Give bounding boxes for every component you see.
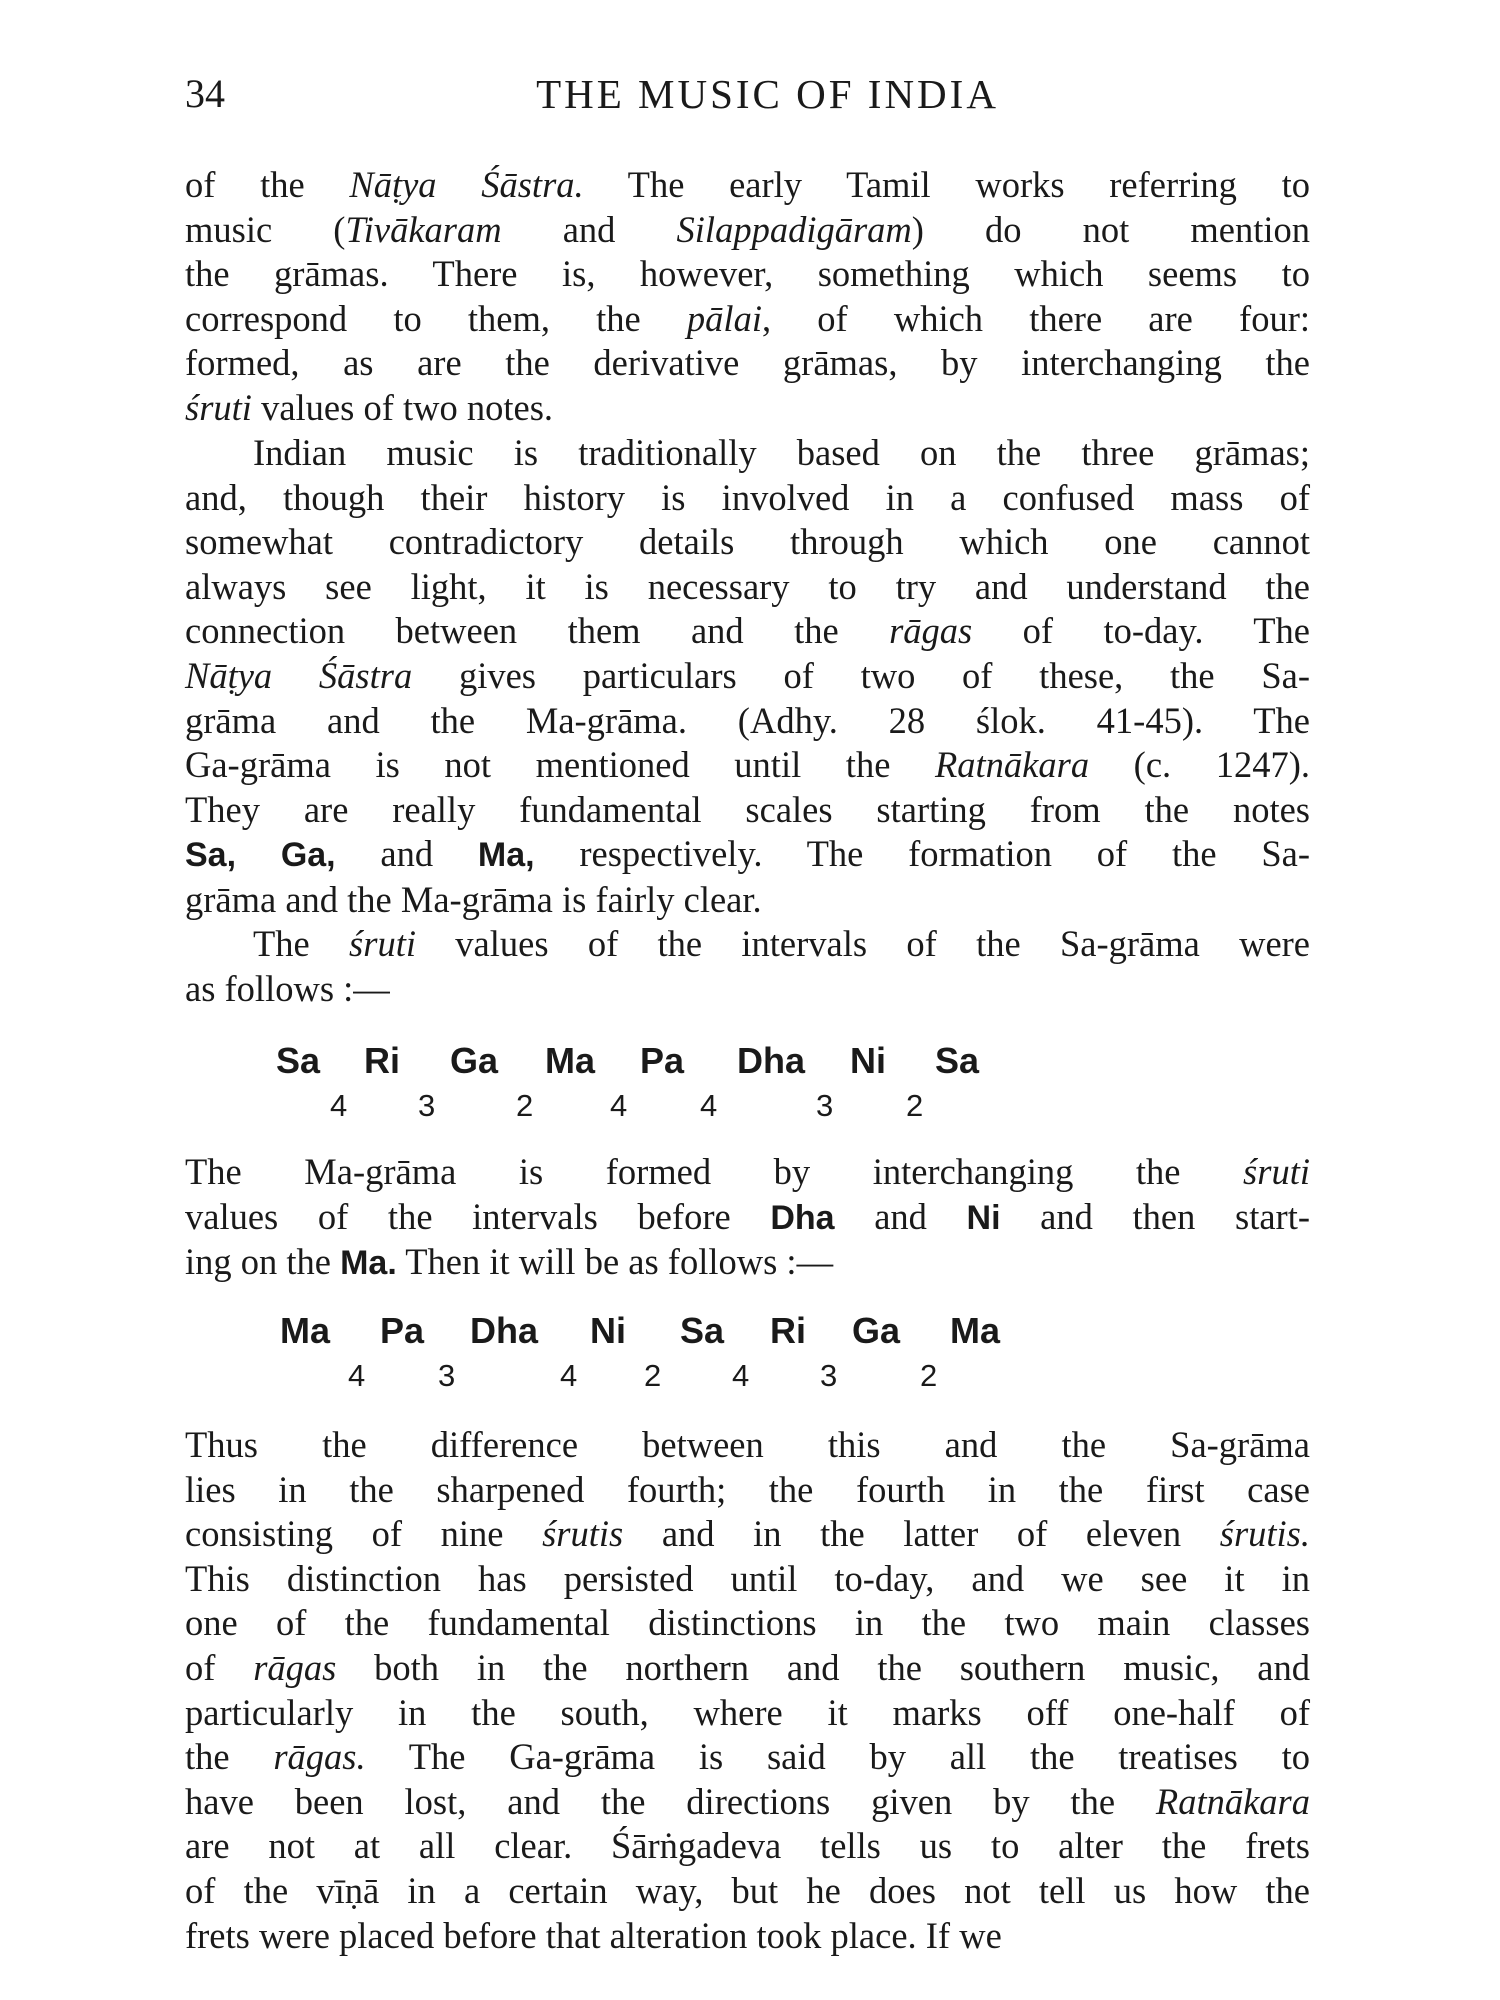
text-run: The <box>253 923 350 964</box>
text-line <box>185 832 1310 878</box>
text-line <box>185 208 1310 253</box>
text-line <box>185 609 1310 654</box>
text-line <box>185 1423 1310 1468</box>
text-run: The early Tamil works referring to <box>583 164 1310 205</box>
scale-note: Ga <box>450 1040 499 1081</box>
text-line <box>185 967 1310 1012</box>
text-line <box>185 878 1310 923</box>
text-run: Then it will be as follows :— <box>396 1241 834 1283</box>
text-run: lies in the sharpened fourth; the fourth in the first case <box>185 1468 1310 1510</box>
scale-note: Ma <box>545 1040 596 1081</box>
text-line <box>185 1914 1310 1959</box>
sruti-interval: 4 <box>610 1088 628 1123</box>
text-run: The Ma-grāma is formed by interchanging the <box>185 1151 1244 1192</box>
text-line <box>185 1824 1310 1869</box>
text-run: and in the latter of eleven <box>623 1513 1220 1555</box>
scale-note: Dha <box>470 1310 539 1351</box>
sruti-interval: 2 <box>644 1358 662 1393</box>
text-line <box>185 1735 1310 1780</box>
scale-note: Sa <box>680 1310 725 1351</box>
text-run: correspond to them, the <box>185 297 687 339</box>
text-run: and <box>834 1195 967 1237</box>
italic-term: śruti <box>185 386 252 428</box>
text-run: consisting of nine <box>185 1513 543 1555</box>
note-name: Ma. <box>340 1244 397 1283</box>
text-line <box>185 297 1310 342</box>
sruti-interval: 3 <box>418 1088 436 1123</box>
scale-note: Sa <box>276 1040 321 1081</box>
text-run: Thus the difference between this and the Sa-grāma <box>185 1424 1310 1465</box>
text-run: , of which there are four: <box>761 297 1310 339</box>
text-run: of the vīṇā in a certain way, but he does not tell us how the <box>185 1869 1310 1911</box>
text-line <box>185 163 1310 208</box>
italic-term: śrutis. <box>1219 1513 1311 1555</box>
text-run: The Ga-grāma is said by all the treatises to <box>365 1736 1310 1778</box>
scale-note: Pa <box>380 1310 425 1351</box>
paragraph-5 <box>185 1423 1310 1958</box>
text-run: of the <box>185 164 350 205</box>
text-line <box>185 922 1310 967</box>
text-line <box>185 654 1310 699</box>
italic-term: śrutis <box>542 1513 624 1555</box>
text-run: This distinction has persisted until to-day, and we see it in <box>185 1557 1310 1599</box>
sruti-interval: 2 <box>516 1088 534 1123</box>
italic-term: Nāṭya Śāstra <box>185 654 413 696</box>
sa-grama-scale <box>0 1040 1500 1130</box>
paragraph-4 <box>185 1150 1310 1286</box>
text-run: Indian music is traditionally based on the three grāmas; <box>253 432 1310 473</box>
paragraph-text <box>185 431 1310 923</box>
text-run: grāma and the Ma-grāma is fairly clear. <box>185 878 762 920</box>
scale-note: Ri <box>770 1310 806 1351</box>
note-name: Ga, <box>280 836 336 875</box>
text-line <box>185 565 1310 610</box>
text-run: have been lost, and the directions given by the <box>185 1780 1156 1822</box>
text-line <box>185 1557 1310 1602</box>
text-line <box>185 699 1310 744</box>
text-line <box>185 1468 1310 1513</box>
scale-note: Ri <box>364 1040 400 1081</box>
italic-term: śruti <box>1243 1151 1310 1192</box>
text-run: as follows :— <box>185 967 390 1009</box>
italic-term: rāgas <box>889 610 973 652</box>
scale-note: Ni <box>850 1040 886 1081</box>
text-run: formed, as are the derivative grāmas, by interchanging the <box>185 342 1310 384</box>
sruti-interval: 4 <box>560 1358 578 1393</box>
text-run: values of the intervals of the Sa-grāma were <box>416 923 1311 964</box>
text-run: (c. 1247). <box>1089 744 1311 786</box>
italic-term: Nāṭya Śāstra. <box>349 164 584 205</box>
sruti-interval: 2 <box>920 1358 938 1393</box>
text-line <box>185 1240 1310 1286</box>
text-run: particularly in the south, where it marks off one-half of <box>185 1691 1310 1733</box>
text-line <box>185 252 1310 297</box>
text-run: always see light, it is necessary to try and understand the <box>185 565 1310 607</box>
sruti-interval: 3 <box>816 1088 834 1123</box>
text-line <box>185 1646 1310 1691</box>
text-run: music ( <box>185 208 346 250</box>
text-line <box>185 1780 1310 1825</box>
text-line <box>185 1150 1310 1195</box>
text-line <box>185 1869 1310 1914</box>
text-run: ing on the <box>185 1241 341 1283</box>
text-run: are not at all clear. Śārṅgadeva tells us to alter the frets <box>185 1825 1310 1867</box>
text-run: and then start- <box>1000 1195 1310 1237</box>
scale-note: Ga <box>852 1310 901 1351</box>
sruti-interval: 2 <box>906 1088 924 1123</box>
paragraph-2 <box>185 431 1310 923</box>
text-line <box>185 386 1310 431</box>
scale-note: Sa <box>935 1040 980 1081</box>
italic-term: Ratnākara <box>934 744 1090 786</box>
text-run: gives particulars of two of these, the Sa- <box>412 654 1310 696</box>
scale-note: Ma <box>280 1310 331 1351</box>
italic-term: rāgas. <box>273 1736 366 1778</box>
italic-term: Tivākaram <box>345 208 502 250</box>
ma-grama-scale <box>0 1310 1500 1400</box>
sruti-interval: 4 <box>700 1088 718 1123</box>
text-run: frets were placed before that alteration took place. If we <box>185 1914 1002 1956</box>
paragraph-text <box>185 922 1310 1011</box>
text-run: values of the intervals before <box>185 1195 771 1237</box>
text-run: the <box>185 1736 274 1778</box>
running-title: THE MUSIC OF INDIA <box>536 71 999 117</box>
text-line <box>185 476 1310 521</box>
italic-term: pālai <box>686 297 762 339</box>
text-run: one of the fundamental distinctions in the two main classes <box>185 1602 1310 1644</box>
text-run: respectively. The formation of the Sa- <box>534 833 1311 875</box>
text-line <box>185 520 1310 565</box>
note-name: Ni <box>966 1198 1001 1237</box>
note-name: Ma, <box>477 836 535 875</box>
text-run: and <box>335 833 478 875</box>
text-line <box>185 1512 1310 1557</box>
sruti-interval: 4 <box>348 1358 366 1393</box>
paragraph-text <box>185 1423 1310 1958</box>
italic-term: rāgas <box>253 1646 337 1688</box>
paragraph-text <box>185 163 1310 431</box>
italic-term: Silappadigāram <box>676 208 912 250</box>
sruti-interval: 3 <box>438 1358 456 1393</box>
paragraph-text <box>185 1150 1310 1286</box>
text-run: grāma and the Ma-grāma. (Adhy. 28 ślok. 41-45). The <box>185 699 1310 741</box>
text-line <box>185 431 1310 476</box>
text-run: Ga-grāma is not mentioned until the <box>185 744 935 786</box>
text-run: ) do not mention <box>911 208 1311 250</box>
text-run: connection between them and the <box>185 610 890 652</box>
scale-note: Pa <box>640 1040 685 1081</box>
paragraph-3 <box>185 922 1310 1011</box>
text-line <box>185 788 1310 833</box>
text-line <box>185 341 1310 386</box>
text-run: both in the northern and the southern music, and <box>336 1646 1311 1688</box>
italic-term: Ratnākara <box>1155 1780 1310 1822</box>
sruti-interval: 4 <box>330 1088 348 1123</box>
text-run: values of two notes. <box>251 386 554 428</box>
text-line <box>185 1601 1310 1646</box>
text-line <box>185 1691 1310 1736</box>
text-line <box>185 1195 1310 1241</box>
scale-note: Ni <box>590 1310 626 1351</box>
text-run: of <box>185 1646 254 1688</box>
text-run: and, though their history is involved in a confused mass of <box>185 476 1310 518</box>
scale-note: Ma <box>950 1310 1001 1351</box>
page-header <box>185 70 1310 130</box>
text-run: and <box>501 208 677 250</box>
text-run: somewhat contradictory details through which one cannot <box>185 521 1310 563</box>
sruti-interval: 3 <box>820 1358 838 1393</box>
text-run <box>236 833 281 874</box>
text-line <box>185 743 1310 788</box>
text-run: They are really fundamental scales starting from the notes <box>185 788 1310 830</box>
sruti-interval: 4 <box>732 1358 750 1393</box>
note-name: Sa, <box>185 836 237 875</box>
text-run: of to-day. The <box>972 610 1310 652</box>
text-run: the grāmas. There is, however, something which seems to <box>185 253 1310 295</box>
page-number: 34 <box>185 71 225 116</box>
note-name: Dha <box>770 1198 835 1237</box>
italic-term: śruti <box>349 923 416 964</box>
paragraph-1 <box>185 163 1310 431</box>
scale-note: Dha <box>737 1040 806 1081</box>
